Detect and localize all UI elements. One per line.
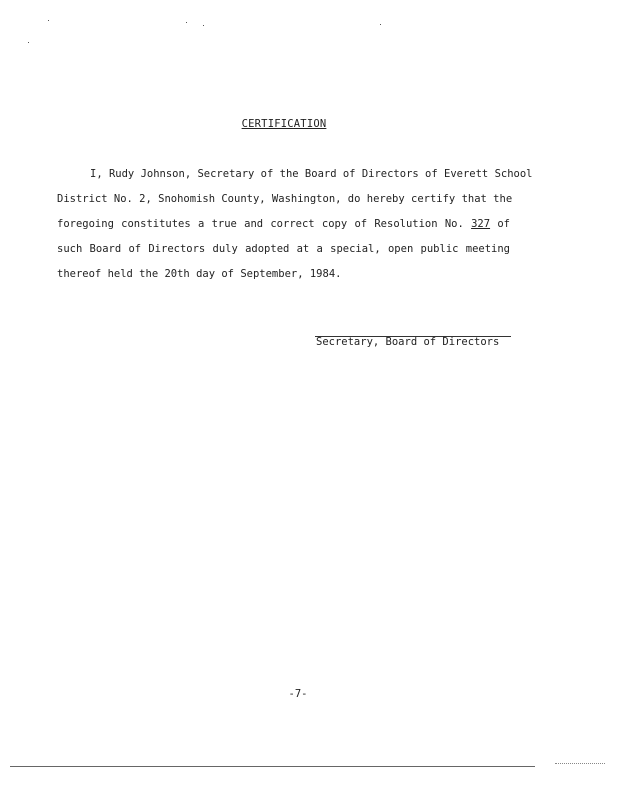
certification-paragraph (57, 162, 533, 287)
signature-label: Secretary, Board of Directors (316, 336, 500, 348)
resolution-number: 327 (471, 218, 491, 230)
bottom-dotted-rule (555, 763, 605, 764)
document-title: CERTIFICATION (241, 118, 327, 130)
paragraph-line: foregoing constitutes a true and correct copy of Resolution No. 327 of (57, 218, 510, 230)
scan-speck (48, 20, 49, 21)
page-number: -7- (288, 688, 308, 700)
scan-speck (186, 22, 187, 23)
paragraph-line: District No. 2, Snohomish County, Washington, do hereby certify that the (57, 193, 513, 205)
paragraph-line: I, Rudy Johnson, Secretary of the Board of Directors of Everett School (90, 168, 533, 180)
scan-speck (28, 42, 29, 43)
scan-speck (380, 24, 381, 25)
paragraph-line: such Board of Directors duly adopted at a special, open public meeting (57, 243, 510, 255)
bottom-rule (10, 766, 535, 767)
scan-speck (203, 25, 204, 26)
paragraph-line: thereof held the 20th day of September, 1984. (57, 268, 342, 280)
